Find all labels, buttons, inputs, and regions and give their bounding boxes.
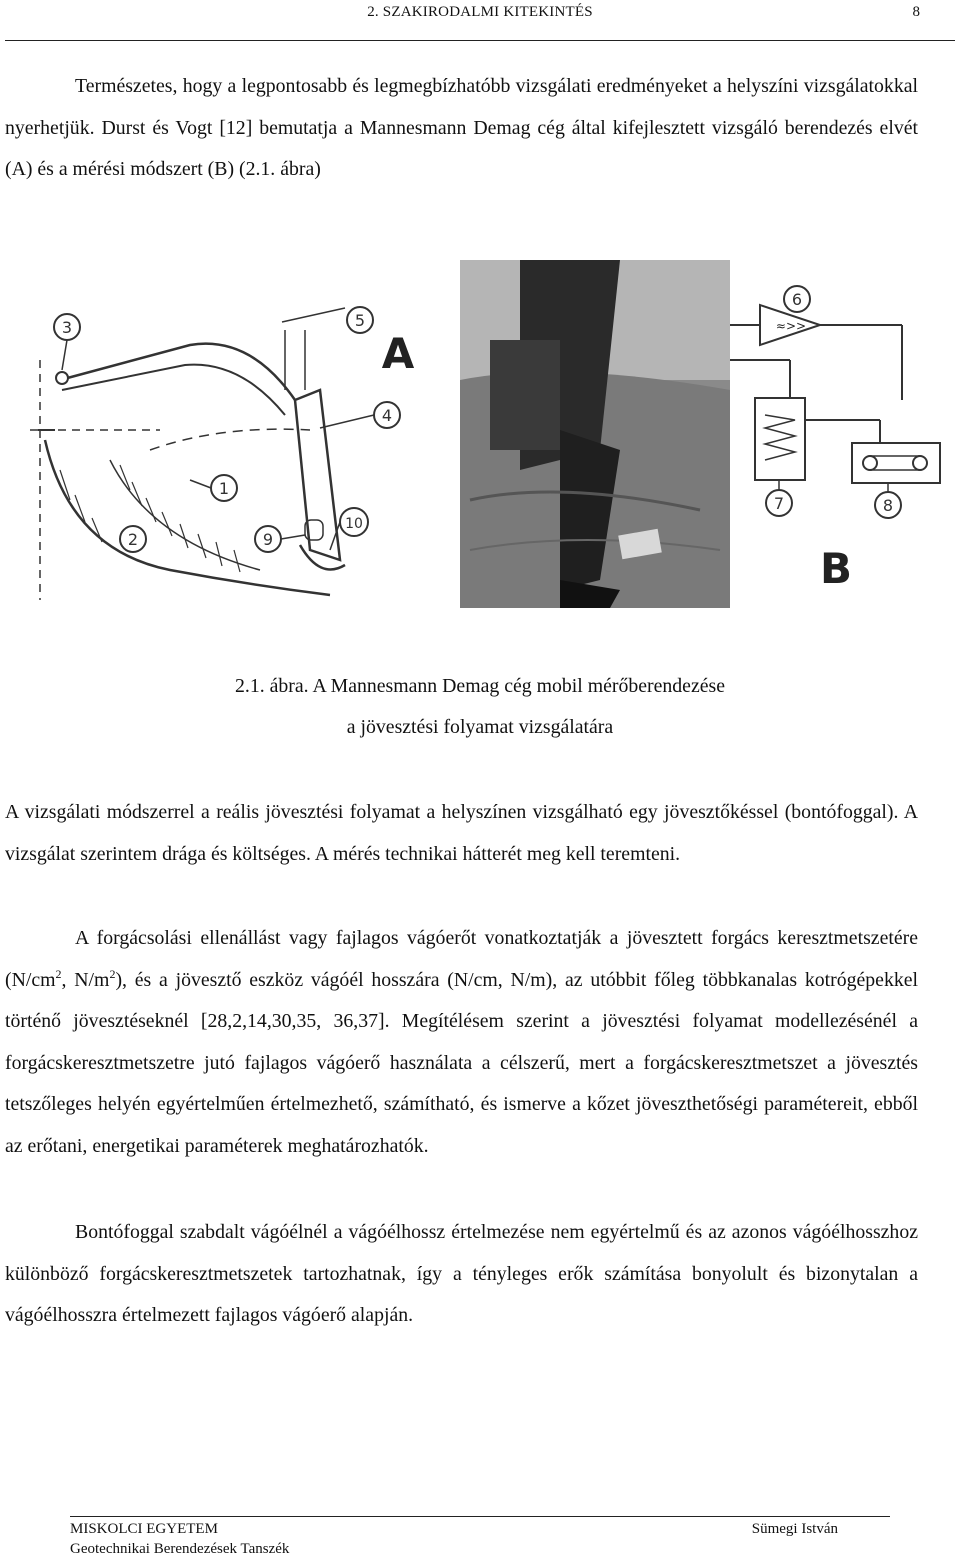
callout-8: 8 <box>882 496 894 515</box>
field-photo <box>460 260 730 608</box>
footer-department: Geotechnikai Berendezések Tanszék <box>70 1541 290 1557</box>
callout-3: 3 <box>61 318 73 337</box>
label-b: B <box>819 544 853 593</box>
paragraph-intro: Természetes, hogy a legpontosabb és legmegbízhatóbb vizsgálati eredményeket a helyszíni vizsgálatokkal nyerhetjük. Durst és Vogt [12] bemutatja a Mannesmann Demag cég által kifejlesztett vizsgáló berendezés elvét (A) és a mérési módszert (B) (2.1. ábra) <box>5 75 918 180</box>
diagram-a-schematic <box>30 308 345 600</box>
paragraph-cutting-force-part-1: A forgácsolási ellenállást vagy fajlagos vágóerőt vonatkoztatják a jövesztett forgács keresztmetszetére (N/cm <box>5 927 918 991</box>
footer-institution-block <box>70 1519 289 1559</box>
footer-institution: MISKOLCI EGYETEM <box>70 1521 218 1537</box>
figure-caption-line-1: 2.1. ábra. A Mannesmann Demag cég mobil mérőberendezése <box>235 675 725 697</box>
paragraph-cutting-edge: Bontófoggal szabdalt vágóélnél a vágóélhossz értelmezése nem egyértelmű és az azonos vágóélhosszhoz különböző forgácskeresztmetszetek tartozhatnak, így a tényleges erők számítása bonyolult és bizonytalan a vágóélhosszra értelmezett fajlagos vágóerő alapján. <box>5 1221 918 1326</box>
measurement-schematic <box>730 286 940 518</box>
callout-7: 7 <box>773 494 785 513</box>
figure-2-1 <box>0 250 960 620</box>
callout-4: 4 <box>381 406 393 425</box>
header-divider <box>5 40 955 41</box>
paragraph-cutting-force-part-2: , N/m <box>61 968 110 991</box>
callout-2: 2 <box>127 530 139 549</box>
paragraph-cutting-force <box>5 918 918 1167</box>
paragraph-cutting-force-part-3: ), és a jövesztő eszköz vágóél hosszára (N/cm, N/m), az utóbbit főleg többkanalas kotrógépekkel történő jövesztéseknél [28,2,14,30,35, 36,37]. Megítélésem szerint a jövesztési folyamat modellezésénél a forgácskeresztmetszetre jutó fajlagos vágóerő használata a célszerű, mert a forgácskeresztmetszet a jövesztés tetszőleges helyén egyértelműen értelmezhető, számítható, és ismerve a kőzet jöveszthetőségi paramétereit, ebből az erőtani, energetikai paraméterek meghatározhatók. <box>5 968 918 1157</box>
paragraph-method: A vizsgálati módszerrel a reális jövesztési folyamat a helyszínen vizsgálható egy jövesztőkéssel (bontófoggal). A vizsgálat szerintem drága és költséges. A mérés technikai hátterét meg kell teremteni. <box>5 801 918 865</box>
footer-author: Sümegi István <box>751 1521 838 1537</box>
label-a: A <box>381 329 415 378</box>
figure-caption-line-2: a jövesztési folyamat vizsgálatára <box>346 716 614 738</box>
amplifier-symbol: ≈>> <box>775 319 807 333</box>
superscript-2: 2 <box>109 966 116 981</box>
running-header-title: 2. SZAKIRODALMI KITEKINTÉS <box>367 4 593 20</box>
page-number: 8 <box>912 4 920 20</box>
callout-6: 6 <box>791 290 803 309</box>
callout-10: 10 <box>345 516 363 532</box>
superscript-2: 2 <box>55 966 62 981</box>
callout-1: 1 <box>218 479 230 498</box>
footer-divider <box>70 1516 890 1517</box>
callout-9: 9 <box>262 530 274 549</box>
callout-5: 5 <box>354 311 366 330</box>
